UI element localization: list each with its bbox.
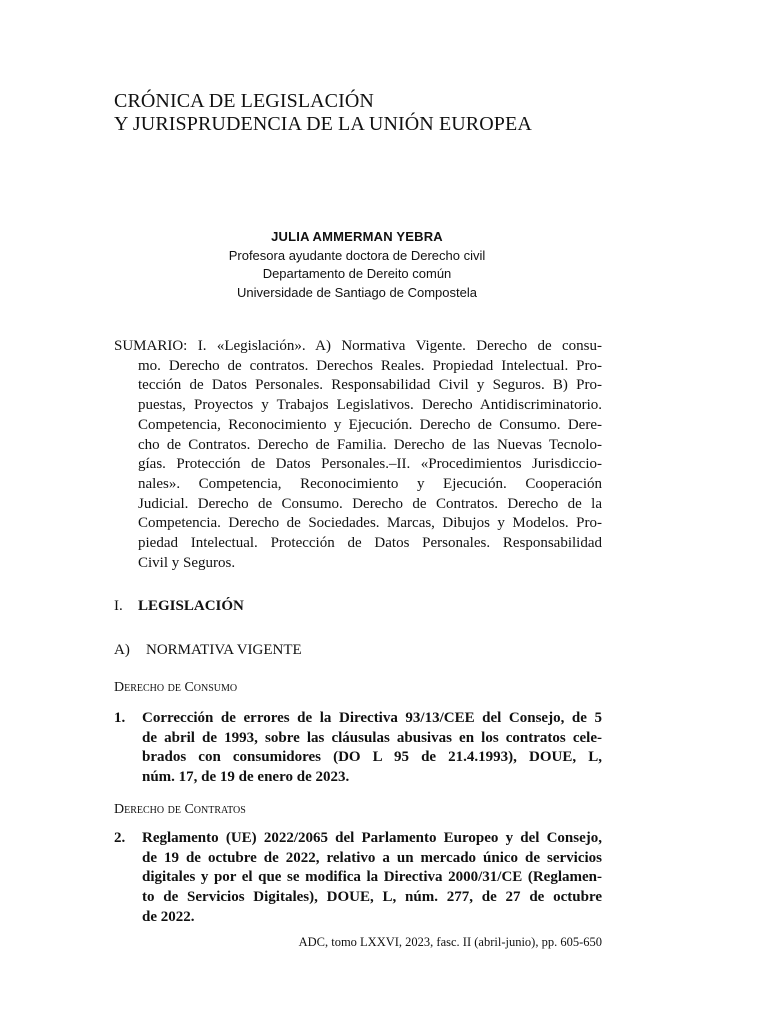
item-line: núm. 17, de 19 de enero de 2023. bbox=[142, 769, 350, 786]
section-heading bbox=[114, 597, 244, 616]
summary-line: cho de Contratos. Derecho de Familia. Derecho de las Nuevas Tecnolo- bbox=[138, 436, 602, 453]
item-line: de abril de 1993, sobre las cláusulas abusivas en los contratos cele- bbox=[142, 729, 602, 746]
item-line: Reglamento (UE) 2022/2065 del Parlamento Europeo y del Consejo, bbox=[142, 830, 602, 846]
subsection-heading bbox=[114, 641, 302, 660]
author-department: Departamento de Dereito común bbox=[262, 266, 452, 281]
section-title: LEGISLACIÓN bbox=[138, 598, 244, 614]
author-name: JULIA AMMERMAN YEBRA bbox=[271, 229, 443, 244]
item-line: Corrección de errores de la Directiva 93/13/CEE del Consejo, de 5 bbox=[142, 710, 602, 726]
page-footer-citation: ADC, tomo LXXVI, 2023, fasc. II (abril-junio), pp. 605-650 bbox=[298, 935, 602, 949]
author-university: Universidade de Santiago de Compostela bbox=[237, 284, 477, 300]
article-title-line-2: Y JURISPRUDENCIA DE LA UNIÓN EUROPEA bbox=[114, 113, 532, 135]
summary-line: Judicial. Derecho de Consumo. Derecho de Contratos. Derecho de la bbox=[138, 495, 602, 512]
summary-line: piedad Intelectual. Protección de Datos Personales. Responsabilidad bbox=[138, 535, 602, 552]
item-line: to de Servicios Digitales), DOUE, L, núm. 277, de 27 de octubre bbox=[142, 889, 602, 906]
summary-line: Civil y Seguros. bbox=[138, 554, 236, 571]
item-number: 2. bbox=[114, 830, 126, 846]
item-number: 1. bbox=[114, 710, 126, 726]
summary-line: Competencia. Derecho de Sociedades. Marcas, Dibujos y Modelos. Pro- bbox=[138, 515, 602, 532]
summary-line: nales». Competencia, Reconocimiento y Ejecución. Cooperación bbox=[138, 475, 602, 492]
section-number: I. bbox=[114, 598, 123, 614]
item-line: de 19 de octubre de 2022, relativo a un mercado único de servicios bbox=[142, 849, 602, 866]
subsection-number: A) bbox=[114, 642, 130, 658]
category-heading-contratos: Derecho de Contratos bbox=[114, 802, 246, 817]
summary-line: tección de Datos Personales. Responsabilidad Civil y Seguros. B) Pro- bbox=[138, 377, 602, 394]
item-line: digitales y por el que se modifica la Directiva 2000/31/CE (Reglamen- bbox=[142, 869, 602, 886]
item-line: de 2022. bbox=[142, 908, 195, 925]
summary-line: mo. Derecho de contratos. Derechos Reales. Propiedad Intelectual. Pro- bbox=[138, 357, 602, 374]
subsection-title: NORMATIVA VIGENTE bbox=[146, 642, 302, 658]
item-text bbox=[142, 709, 602, 788]
item-line: brados con consumidores (DO L 95 de 21.4.1993), DOUE, L, bbox=[142, 749, 602, 766]
summary-line: puestas, Proyectos y Trabajos Legislativos. Derecho Antidiscriminatorio. bbox=[138, 397, 602, 414]
article-title-line-1: CRÓNICA DE LEGISLACIÓN bbox=[114, 90, 374, 112]
summary-block bbox=[114, 337, 602, 573]
summary-line: SUMARIO: I. «Legislación». A) Normativa Vigente. Derecho de consu- bbox=[114, 338, 602, 354]
summary-line: gías. Protección de Datos Personales.–II. «Procedimientos Jurisdiccio- bbox=[138, 456, 602, 473]
item-text bbox=[142, 829, 602, 928]
author-position: Profesora ayudante doctora de Derecho civil bbox=[228, 247, 486, 263]
author-block bbox=[120, 228, 594, 302]
category-heading-consumo: Derecho de Consumo bbox=[114, 680, 238, 695]
summary-line: Competencia, Reconocimiento y Ejecución. Derecho de Consumo. Dere- bbox=[138, 416, 602, 433]
article-title bbox=[114, 90, 674, 136]
